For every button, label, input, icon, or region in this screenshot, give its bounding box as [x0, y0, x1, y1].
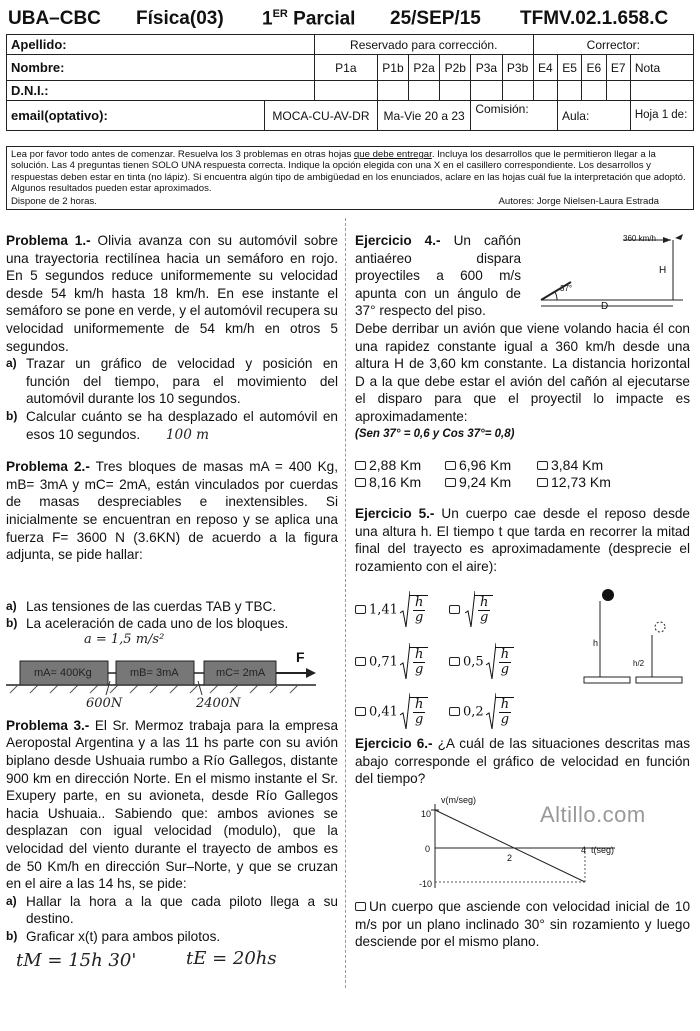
- grade-col: P2b: [440, 55, 471, 81]
- exercise-5: Ejercicio 5.- Un cuerpo cae desde el reposo desde una altura h. El tiempo t que tarda en recorrer la mitad final del trayecto es aproximadamente (desprecie el rozamiento con el aire): 1,41 h g h g 0,71 h g 0,5 h g 0,41 h g 0,2 h g h h/2: [355, 505, 690, 735]
- y-axis-label: v(m/seg): [441, 794, 477, 805]
- option[interactable]: 9,24 Km: [445, 474, 537, 491]
- option[interactable]: h g: [449, 591, 493, 629]
- exercise-4: Ejercicio 4.- Un cañón antiaéreo dispara proyectiles a 600 m/s apunta con un ángulo de 37° respecto del piso. 360 km/h H D 37° Debe derribar un avión que viene volando hacia él con una rapidez constante igual a 360 km/h desde una altura H de 3,60 km constante. La distancia horizontal D a la que debe estar el avión del cañón al ejecutarse el disparo para que el proyectil lo impacte es aproximadamente: (Sen 37° = 0,6 y Cos 37°= 0,8) 2,88 Km 6,96 Km 3,84 Km 8,16 Km 9,24 Km 12,73 Km: [355, 233, 690, 491]
- time-note: Dispone de 2 horas.: [11, 195, 97, 207]
- nombre-label[interactable]: Nombre:: [7, 55, 315, 81]
- x-axis-label: t(seg): [591, 844, 615, 855]
- grade-col: E6: [582, 55, 606, 81]
- grade-col: P3b: [502, 55, 533, 81]
- authors: Autores: Jorge Nielsen-Laura Estrada: [498, 195, 659, 207]
- option[interactable]: 0,5 h g: [449, 643, 514, 681]
- y-tick: 0: [425, 843, 431, 854]
- block-a-label: mA= 400Kg: [34, 666, 92, 679]
- email-label[interactable]: email(optativo):: [7, 101, 265, 131]
- option[interactable]: Un cuerpo que asciende con velocidad inicial de 10 m/s por un plano inclinado 30° sin rozamiento y luego desciende por el mismo plano.: [355, 898, 690, 950]
- option[interactable]: 2,88 Km: [355, 457, 445, 474]
- watermark: Altillo.com: [540, 802, 646, 827]
- y-tick: -10: [419, 878, 433, 889]
- exam-header: [6, 4, 694, 34]
- option[interactable]: 0,71 h g: [355, 643, 428, 681]
- e4-options: [355, 457, 690, 491]
- instructions-box: Lea por favor todo antes de comenzar. Resuelva los 3 problemas en otras hojas que debe entregar. Incluya los desarrollos que le permitieron llegar a la solución. Las 4 preguntas tienen SOLO UNA respuesta correcta. Indique la opción elegida con una X en el casillero correspondiente. Los desarrollos y respuestas deben estar en tinta (no lápiz). Si encuentra algún tipo de ambigüedad en los enunciados, aclare en las hojas cuál fue la interpretación que adoptó. Algunos resultados pueden estar aproximados. Dispone de 2 horas. Autores: Jorge Nielsen-Laura Estrada: [6, 146, 694, 210]
- left-column: [6, 232, 338, 976]
- dni-label[interactable]: D.N.I.:: [7, 81, 315, 101]
- handwritten-tension-2: 2400N: [196, 695, 241, 711]
- grade-col: E7: [606, 55, 630, 81]
- apellido-label[interactable]: Apellido:: [7, 35, 315, 55]
- handwritten-answer: 100 m: [165, 426, 210, 443]
- option[interactable]: 8,16 Km: [355, 474, 445, 491]
- handwritten-tension-1: 600N: [86, 695, 123, 711]
- column-separator: [345, 218, 346, 988]
- aula-label[interactable]: Aula:: [557, 101, 630, 131]
- school-name: UBA–CBC: [8, 8, 101, 29]
- option[interactable]: 0,41 h g: [355, 693, 428, 731]
- horario-label: Ma-Vie 20 a 23: [377, 101, 470, 131]
- option[interactable]: 6,96 Km: [445, 457, 537, 474]
- hint: (Sen 37° = 0,6 y Cos 37°= 0,8): [355, 427, 515, 440]
- right-column: [355, 232, 690, 951]
- subject: Física(03): [136, 8, 224, 29]
- grade-col: P1a: [314, 55, 377, 81]
- y-tick: 10: [421, 808, 432, 819]
- exercise-6: Ejercicio 6.- ¿A cuál de las situaciones descritas mas abajo corresponde el gráfico de velocidad en función del tiempo? v(m/seg) 10 0 -10 2 4 t(seg) Un cuerpo que asciende con velocidad inicial de 10 m/s por un plano inclinado 30° sin rozamiento y luego desciende por el mismo plano.: [355, 736, 691, 950]
- student-form: [6, 34, 694, 131]
- moca-label: MOCA-CU-AV-DR: [265, 101, 378, 131]
- option[interactable]: 12,73 Km: [537, 474, 627, 491]
- block-c-label: mC= 2mA: [216, 666, 266, 679]
- x-tick: 2: [507, 852, 513, 863]
- hoja-label: Hoja 1 de:: [630, 101, 693, 131]
- option[interactable]: 3,84 Km: [537, 457, 627, 474]
- option[interactable]: 1,41 h g: [355, 591, 428, 629]
- grade-col: E5: [557, 55, 581, 81]
- corrector-label: Corrector:: [533, 35, 693, 55]
- exam-title: 1ER Parcial: [262, 7, 356, 30]
- grade-col: E4: [533, 55, 557, 81]
- exam-code: TFMV.02.1.658.C: [520, 8, 669, 29]
- handwritten-times: tM = 15h 30' tE = 20hs: [16, 947, 277, 971]
- comision-label[interactable]: Comisión:: [471, 101, 558, 131]
- option[interactable]: 0,2 h g: [449, 693, 514, 731]
- grade-col: P2a: [409, 55, 440, 81]
- grade-col: Nota: [630, 55, 693, 81]
- grade-col: P3a: [471, 55, 502, 81]
- problem-1: Problema 1.- Olivia avanza con su automóvil sobre una trayectoria rectilínea hacia un semáforo en rojo. En 5 segundos reduce uniformemente su velocidad desde 54 km/h hasta 18 km/h. En ese instante el semáforo se pone en verde, y el automóvil recupera su velocidad uniformemente de 54 km/h en otros 5 segundos. a) Trazar un gráfico de velocidad y posición en función del tiempo, para el movimiento del automóvil durante los 10 segundos. b) Calcular cuánto se ha desplazado el automóvil en esos 10 segundos. 100 m: [6, 233, 338, 443]
- grade-col: P1b: [377, 55, 408, 81]
- problem-2: Problema 2.- Tres bloques de masas mA = 400 Kg, mB= 3mA y mC= 2mA, están vinculados por cuerdas de masas despreciables e inextensibles. Si inicialmente se encuentran en reposo y se aplica una fuerza F= 3600 N (3.6KN) de acuerdo a la figura adjunta, se pide hallar: a) Las tensiones de las cuerdas TAB y TBC. b) La aceleración de cada uno de los bloques. a = 1,5 m/s² mA= 400Kg mB= 3mA mC= 2mA F 600N 2400N: [6, 458, 338, 717]
- x-tick: 4: [581, 844, 587, 855]
- block-b-label: mB= 3mA: [130, 666, 179, 679]
- problem-3: Problema 3.- El Sr. Mermoz trabaja para la empresa Aeropostal Argentina y a las 11 hs parte con su avión biplano desde Ushuaia rumbo a Río Gallegos, distante 900 km en dirección Norte. En el mismo instante el Sr. Exupery parte, en su avioneta, desde Río Gallegos hacia Ushuaia.. Sabiendo que: ambos aviones se desplazan con igual velocidad (modulo), que la velocidad del viento durante el trayecto de ambos es de 50 Km/h en dirección Sur–Norte, y que se cruzan en el aire a las 14 hs, se pide: a) Hallar la hora a la que cada piloto llega a su destino. b) Graficar x(t) para ambos pilotos. tM = 15h 30' tE = 20hs: [6, 717, 338, 976]
- exam-date: 25/SEP/15: [390, 8, 481, 29]
- blocks-figure: a = 1,5 m/s² mA= 400Kg mB= 3mA mC= 2mA F 600N 2400N: [6, 633, 338, 717]
- reservado-label: Reservado para corrección.: [314, 35, 533, 55]
- force-label: F: [296, 648, 305, 665]
